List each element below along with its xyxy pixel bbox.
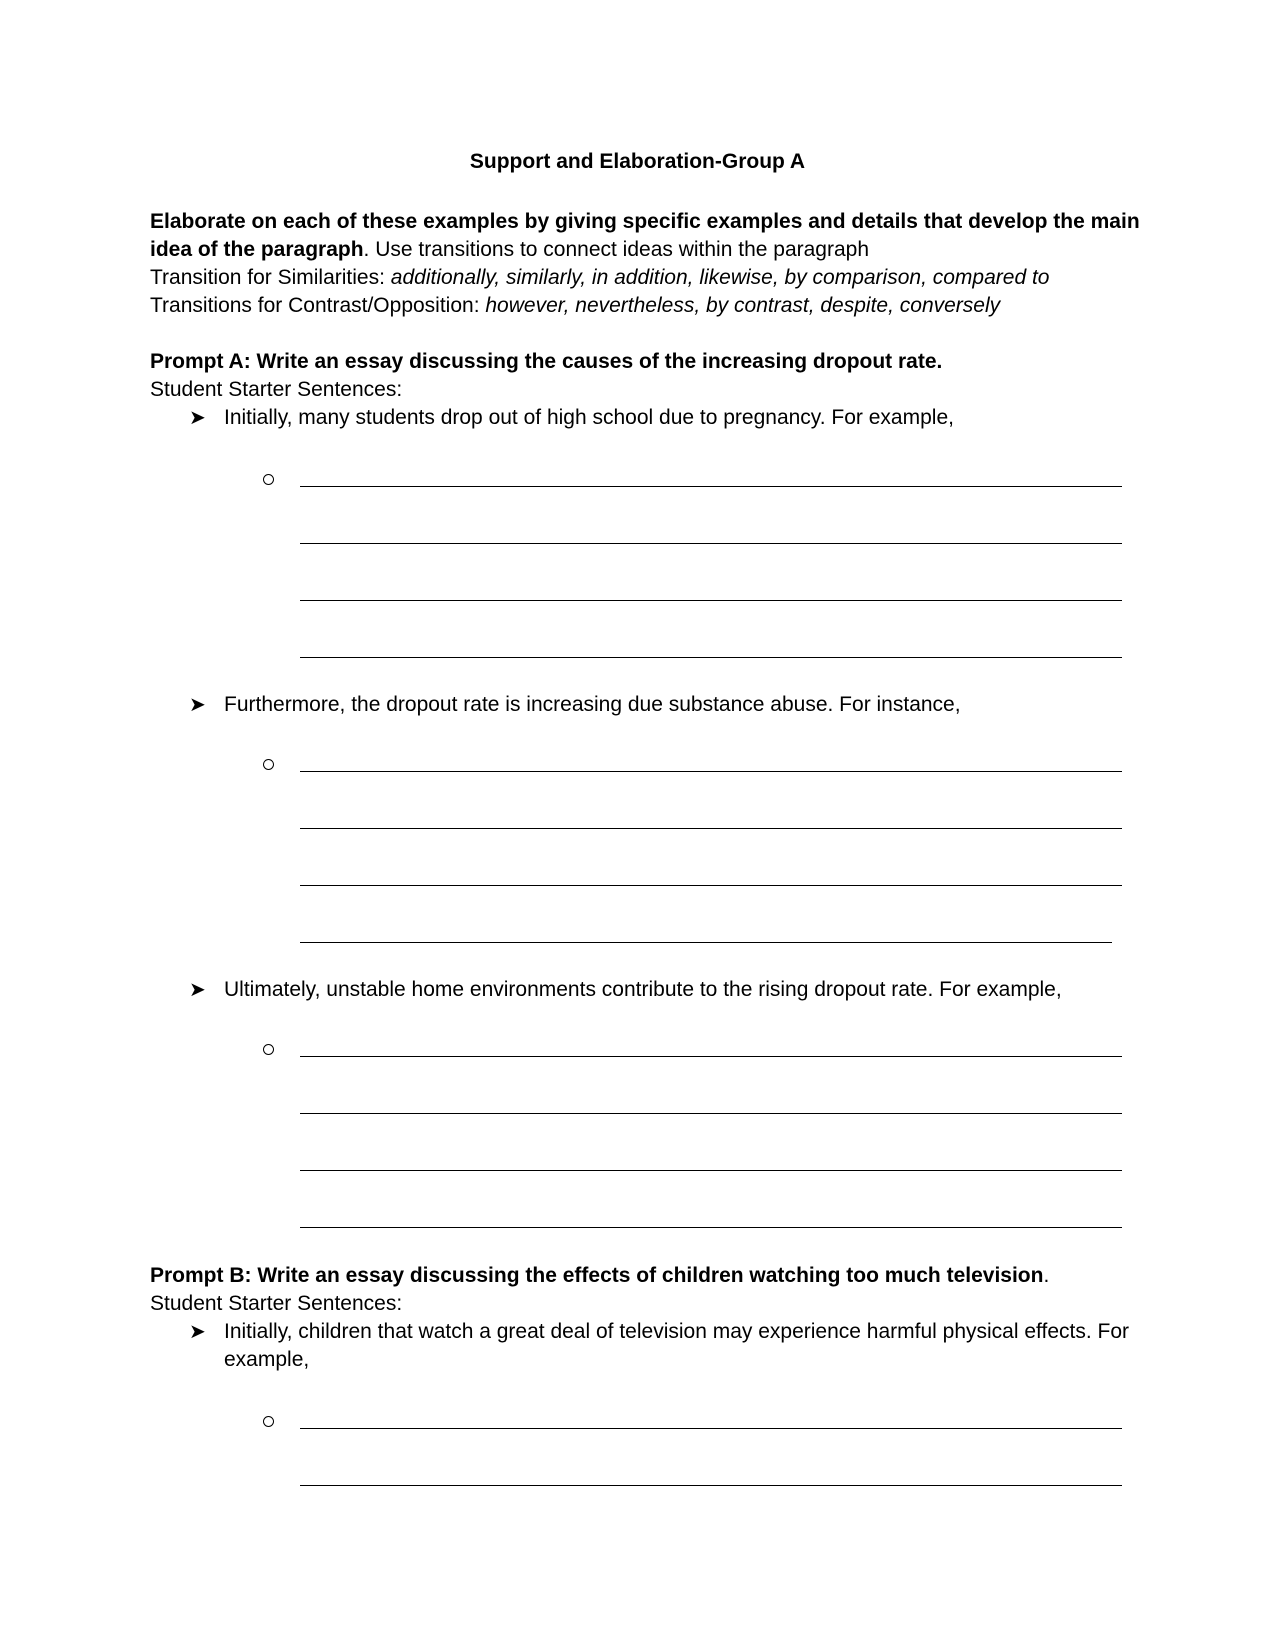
instructions-rest: . Use transitions to connect ideas within the paragraph: [363, 238, 870, 261]
arrowhead-bullet-icon: ➤: [189, 979, 206, 1001]
answer-line[interactable]: [300, 885, 1122, 886]
prompt-b-starter-1: Initially, children that watch a great deal of television may experience harmful physical effects. For: [224, 1320, 1129, 1343]
hollow-circle-bullet-icon: [263, 759, 274, 770]
similarities-list: additionally, similarly, in addition, likewise, by comparison, compared to: [390, 266, 1050, 289]
contrast-line: [150, 292, 1000, 320]
instructions-line-2: [150, 236, 869, 264]
hollow-circle-bullet-icon: [263, 1044, 274, 1055]
answer-line[interactable]: [300, 1113, 1122, 1114]
prompt-b-heading-end: .: [1043, 1264, 1050, 1287]
prompt-b-starter-1-cont: example,: [224, 1348, 310, 1371]
contrast-label: Transitions for Contrast/Opposition:: [150, 294, 486, 317]
prompt-a-starter-label: Student Starter Sentences:: [150, 378, 403, 401]
answer-line[interactable]: [300, 486, 1122, 487]
answer-line[interactable]: [300, 771, 1122, 772]
page-title: Support and Elaboration-Group A: [469, 150, 806, 173]
prompt-b-heading-line: [150, 1262, 1049, 1290]
answer-line[interactable]: [300, 1056, 1122, 1057]
answer-line[interactable]: [300, 600, 1122, 601]
answer-line[interactable]: [300, 657, 1122, 658]
answer-line[interactable]: [300, 1227, 1122, 1228]
instructions-line-1: [150, 208, 1140, 236]
answer-line[interactable]: [300, 1428, 1122, 1429]
contrast-list: however, nevertheless, by contrast, despite, conversely: [485, 294, 1001, 317]
answer-line[interactable]: [300, 1170, 1122, 1171]
prompt-b-heading: Prompt B: Write an essay discussing the effects of children watching too much television: [150, 1264, 1044, 1287]
hollow-circle-bullet-icon: [263, 1416, 274, 1427]
similarities-line: [150, 264, 1049, 292]
prompt-a-starter-2: Furthermore, the dropout rate is increasing due substance abuse. For instance,: [224, 693, 961, 716]
similarities-label: Transition for Similarities:: [150, 266, 391, 289]
answer-line[interactable]: [300, 942, 1112, 943]
answer-line[interactable]: [300, 828, 1122, 829]
instructions-bold-cont: idea of the paragraph: [150, 238, 364, 261]
answer-line[interactable]: [300, 543, 1122, 544]
arrowhead-bullet-icon: ➤: [189, 694, 206, 716]
arrowhead-bullet-icon: ➤: [189, 407, 206, 429]
answer-line[interactable]: [300, 1485, 1122, 1486]
prompt-b-starter-label: Student Starter Sentences:: [150, 1292, 403, 1315]
prompt-a-heading: Prompt A: Write an essay discussing the causes of the increasing dropout rate.: [150, 350, 943, 373]
prompt-a-starter-1: Initially, many students drop out of high school due to pregnancy. For example,: [224, 406, 954, 429]
instructions-bold: Elaborate on each of these examples by giving specific examples and details that develop the main: [150, 210, 1140, 233]
arrowhead-bullet-icon: ➤: [189, 1321, 206, 1343]
hollow-circle-bullet-icon: [263, 474, 274, 485]
prompt-a-starter-3: Ultimately, unstable home environments contribute to the rising dropout rate. For example,: [224, 978, 1062, 1001]
